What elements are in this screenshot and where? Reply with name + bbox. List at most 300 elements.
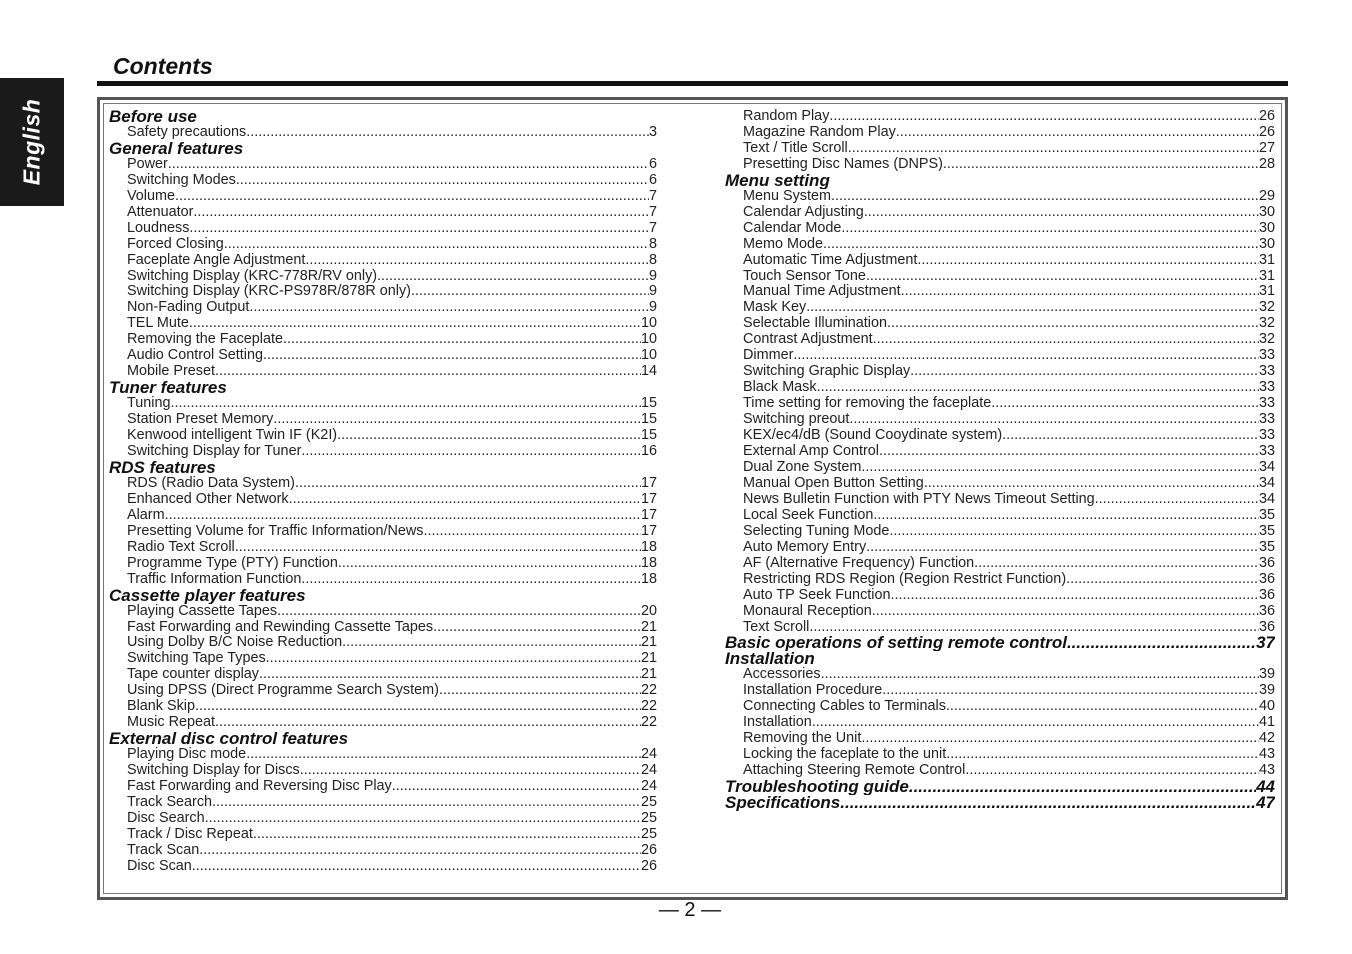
toc-entry-label: External Amp Control [743,444,879,460]
toc-entry-page: 33 [1258,412,1275,428]
toc-entry-label: Restricting RDS Region (Region Restrict Function) [743,571,1067,587]
toc-entry-label: Calendar Adjusting [743,204,864,220]
toc-entry-label: Manual Open Button Setting [743,475,924,491]
dot-leader [821,667,1259,683]
toc-entry-label: Mobile Preset [127,364,215,380]
toc-entry [109,859,657,875]
toc-entry [109,604,657,620]
toc-entry-page: 36 [1258,571,1275,587]
language-tab-label: English [18,98,45,186]
toc-entry-label: Automatic Time Adjustment [743,252,918,268]
toc-entry [109,572,657,588]
toc-entry-label: Auto Memory Entry [743,539,867,555]
toc-entry-page: 27 [1258,140,1275,156]
dot-leader [991,396,1259,412]
toc-entry-page: 36 [1258,555,1275,571]
toc-entry-label: Accessories [743,667,821,683]
toc-entry [109,683,657,699]
toc-entry [109,476,657,492]
toc-entry-page: 17 [640,491,657,507]
section-heading-label: Troubleshooting guide [725,779,909,795]
toc-entry-label: Contrast Adjustment [743,332,873,348]
toc-entry-label: Audio Control Setting [127,348,263,364]
toc-entry-page: 25 [640,826,657,842]
toc-entry-page: 16 [640,444,657,460]
section-heading [725,795,1275,811]
toc-entry-page: 24 [640,763,657,779]
dot-leader [283,332,641,348]
toc-entry [725,460,1275,476]
toc-entry [725,763,1275,779]
dot-leader [193,205,649,221]
toc-entry [109,237,657,253]
toc-entry-label: Radio Text Scroll [127,539,235,555]
toc-entry-page: 39 [1258,667,1275,683]
dot-leader [168,157,649,173]
toc-entry-page: 36 [1258,587,1275,603]
toc-entry-label: Dimmer [743,348,794,364]
toc-entry-page: 35 [1258,507,1275,523]
dot-leader [943,157,1259,173]
toc-entry [109,157,657,173]
toc-entry-page: 25 [640,794,657,810]
contents-frame [97,97,1288,900]
toc-entry-label: Touch Sensor Tone [743,268,866,284]
toc-entry-label: Switching Display (KRC-PS978R/878R only) [127,284,411,300]
toc-entry-label: TEL Mute [127,316,189,332]
toc-entry-page: 39 [1258,683,1275,699]
section-heading: Installation [725,651,815,668]
dot-leader [377,269,649,285]
section-heading: Tuner features [109,380,227,397]
dot-leader [840,795,1256,811]
dot-leader [246,125,649,141]
dot-leader [246,747,641,763]
dot-leader [872,604,1259,620]
dot-leader [439,683,641,699]
toc-entry [109,556,657,572]
dot-leader [861,731,1259,747]
dot-leader [170,396,641,412]
dot-leader [423,524,641,540]
dot-leader [338,556,641,572]
toc-entry-label: Using DPSS (Direct Programme Search System) [127,683,439,699]
toc-entry-label: Blank Skip [127,699,195,715]
toc-entry [725,205,1275,221]
toc-entry-label: Faceplate Angle Adjustment [127,252,306,268]
dot-leader [896,125,1259,141]
toc-entry-page: 30 [1258,220,1275,236]
toc-entry-page: 33 [1258,380,1275,396]
toc-entry [109,763,657,779]
toc-entry [109,396,657,412]
toc-entry [725,237,1275,253]
toc-entry-label: Fast Forwarding and Reversing Disc Play [127,779,392,795]
toc-entry-page: 17 [640,475,657,491]
toc-entry [725,715,1275,731]
toc-entry-page: 26 [640,858,657,874]
dot-leader [189,221,649,237]
dot-leader [253,827,641,843]
toc-entry-label: Switching Modes [127,172,236,188]
toc-entry [725,444,1275,460]
toc-entry [725,269,1275,285]
toc-entry [725,157,1275,173]
toc-entry-label: News Bulletin Function with PTY News Timeout Setting [743,491,1095,507]
toc-entry-label: Tuning [127,396,171,412]
toc-entry [725,667,1275,683]
toc-entry-page: 41 [1258,715,1275,731]
toc-entry [109,316,657,332]
toc-entry [109,412,657,428]
toc-entry-label: Mask Key [743,300,807,316]
toc-entry-label: Playing Disc mode [127,747,247,763]
toc-entry [109,253,657,269]
dot-leader [866,269,1259,285]
toc-entry-label: Manual Time Adjustment [743,284,901,300]
toc-entry-label: Attaching Steering Remote Control [743,763,966,779]
toc-entry-page: 35 [1258,539,1275,555]
toc-entry [725,380,1275,396]
toc-entry-page: 6 [648,172,657,188]
section-page-number: 37 [1256,635,1275,652]
toc-entry [109,284,657,300]
toc-entry-page: 32 [1258,332,1275,348]
toc-entry-page: 22 [640,699,657,715]
toc-entry-page: 43 [1258,763,1275,779]
dot-leader [189,316,641,332]
toc-entry-label: Time setting for removing the faceplate [743,396,992,412]
toc-entry-label: Loudness [127,220,190,236]
toc-entry [109,269,657,285]
toc-entry-page: 30 [1258,204,1275,220]
toc-entry-label: Non-Fading Output [127,300,250,316]
section-heading-label: Specifications [725,794,841,811]
toc-entry-label: RDS (Radio Data System) [127,475,295,491]
toc-entry-page: 8 [648,236,657,252]
toc-entry-page: 34 [1258,475,1275,491]
toc-entry-label: Switching Display for Tuner [127,444,302,460]
section-heading: General features [109,140,244,157]
dot-leader [809,620,1259,636]
toc-entry [725,699,1275,715]
page-number: — 2 — [658,899,722,921]
toc-entry-page: 15 [640,396,657,412]
dot-leader [289,492,641,508]
dot-leader [793,348,1259,364]
toc-entry-label: Removing the Unit [743,731,862,747]
toc-entry [725,364,1275,380]
dot-leader [305,253,649,269]
toc-entry [109,843,657,859]
toc-entry-label: Safety precautions [127,124,247,140]
toc-entry-label: Switching Display for Discs [127,763,300,779]
toc-entry [725,300,1275,316]
toc-entry-page: 32 [1258,300,1275,316]
toc-entry-label: Programme Type (PTY) Function [127,555,338,571]
dot-leader [887,316,1259,332]
dot-leader [882,683,1259,699]
toc-entry [725,683,1275,699]
dot-leader [866,540,1259,556]
toc-entry-label: Black Mask [743,380,817,396]
toc-entry [109,795,657,811]
toc-entry [109,635,657,651]
dot-leader [212,795,641,811]
dot-leader [861,460,1259,476]
toc-entry [725,284,1275,300]
dot-leader [205,811,641,827]
toc-entry-page: 34 [1258,459,1275,475]
dot-leader [812,715,1259,731]
toc-entry [725,572,1275,588]
toc-entry-label: Random Play [743,109,830,124]
toc-entry-label: Selecting Tuning Mode [743,523,890,539]
toc-entry [109,508,657,524]
toc-entry-label: Locking the faceplate to the unit [743,747,947,763]
dot-leader [1067,635,1256,651]
toc-entry-page: 33 [1258,428,1275,444]
toc-entry-page: 22 [640,683,657,699]
toc-entry-label: AF (Alternative Frequency) Function [743,555,975,571]
toc-entry-page: 7 [648,204,657,220]
toc-entry [725,604,1275,620]
toc-entry-page: 43 [1258,747,1275,763]
toc-entry-page: 31 [1258,284,1275,300]
toc-entry [109,620,657,636]
dot-leader [879,444,1259,460]
dot-leader [917,253,1259,269]
dot-leader [259,667,641,683]
toc-entry [109,651,657,667]
toc-entry [109,827,657,843]
toc-entry-label: Forced Closing [127,236,224,252]
dot-leader [889,524,1259,540]
dot-leader [301,444,641,460]
toc-entry-label: Playing Cassette Tapes [127,603,278,619]
section-page-number: 44 [1256,779,1275,795]
toc-entry-page: 26 [1258,109,1275,124]
section-heading: Cassette player features [109,587,306,604]
toc-entry-page: 33 [1258,348,1275,364]
toc-entry-label: Switching Display (KRC-778R/RV only) [127,268,378,284]
dot-leader [175,189,649,205]
toc-entry-label: Auto TP Seek Function [743,587,891,603]
toc-entry [109,189,657,205]
toc-entry [725,747,1275,763]
dot-leader [849,412,1259,428]
toc-entry [725,508,1275,524]
dot-leader [199,843,641,859]
toc-entry-page: 10 [640,316,657,332]
toc-entry-label: Disc Scan [127,858,192,874]
toc-entry-label: Switching Tape Types [127,651,266,667]
toc-entry-page: 10 [640,332,657,348]
dot-leader [873,508,1259,524]
toc-entry [725,731,1275,747]
dot-leader [236,173,649,189]
toc-entry-page: 33 [1258,444,1275,460]
toc-entry [109,524,657,540]
toc-entry [109,540,657,556]
toc-entry [725,620,1275,636]
dot-leader [946,699,1259,715]
dot-leader [266,651,641,667]
section-heading: External disc control features [109,731,349,748]
dot-leader [1095,492,1259,508]
toc-entry-page: 33 [1258,396,1275,412]
toc-entry-page: 6 [648,156,657,172]
dot-leader [829,109,1259,125]
dot-leader [411,284,649,300]
toc-entry-page: 25 [640,810,657,826]
toc-entry-label: Attenuator [127,204,194,220]
dot-leader [909,779,1256,795]
toc-entry-page: 36 [1258,619,1275,635]
toc-entry [109,428,657,444]
section-heading: Before use [109,109,197,125]
toc-entry-label: Fast Forwarding and Rewinding Cassette Tapes [127,619,434,635]
toc-entry-label: Volume [127,188,175,204]
dot-leader [300,763,641,779]
toc-entry-page: 18 [640,555,657,571]
toc-entry-page: 17 [640,507,657,523]
toc-entry [725,189,1275,205]
dot-leader [1066,572,1259,588]
toc-entry-page: 21 [640,635,657,651]
toc-entry-page: 15 [640,428,657,444]
toc-entry [109,747,657,763]
dot-leader [195,699,641,715]
toc-entry [109,699,657,715]
toc-entry-page: 36 [1258,603,1275,619]
toc-entry-page: 7 [648,188,657,204]
toc-entry-page: 34 [1258,491,1275,507]
dot-leader [263,348,641,364]
toc-entry-label: Installation [743,715,812,731]
dot-leader [165,508,641,524]
dot-leader [433,620,641,636]
section-heading [725,635,1275,651]
toc-entry-label: Magazine Random Play [743,124,896,140]
toc-entry [725,396,1275,412]
toc-entry [725,253,1275,269]
toc-entry-page: 21 [640,619,657,635]
dot-leader [924,476,1259,492]
toc-entry-page: 29 [1258,188,1275,204]
toc-entry-label: Alarm [127,507,165,523]
toc-entry [109,125,657,141]
toc-entry-label: Track Search [127,794,213,810]
toc-entry [109,364,657,380]
toc-entry-label: Selectable Illumination [743,316,887,332]
toc-entry-page: 24 [640,779,657,795]
toc-entry-label: Tape counter display [127,667,259,683]
toc-entry-label: Presetting Volume for Traffic Information/News [127,523,424,539]
toc-entry [725,348,1275,364]
toc-entry-label: Presetting Disc Names (DNPS) [743,156,943,172]
toc-entry-label: Track / Disc Repeat [127,826,253,842]
toc-entry [725,540,1275,556]
title-rule [97,81,1288,86]
toc-entry-page: 26 [1258,124,1275,140]
dot-leader [864,205,1259,221]
toc-entry-label: Dual Zone System [743,459,862,475]
toc-entry [725,412,1275,428]
dot-leader [890,588,1259,604]
section-heading-label: Basic operations of setting remote control [725,635,1067,652]
dot-leader [215,364,641,380]
dot-leader [192,859,641,875]
dot-leader [249,300,649,316]
dot-leader [1002,428,1259,444]
toc-entry [109,205,657,221]
toc-entry-page: 9 [648,284,657,300]
toc-entry-label: Text Scroll [743,619,810,635]
toc-entry-label: Installation Procedure [743,683,883,699]
toc-entry-page: 18 [640,571,657,587]
toc-entry [725,476,1275,492]
toc-entry-page: 40 [1258,699,1275,715]
toc-entry-page: 15 [640,412,657,428]
toc-entry-label: Text / Title Scroll [743,140,848,156]
toc-entry-label: Using Dolby B/C Noise Reduction [127,635,343,651]
toc-entry-label: Switching preout [743,412,850,428]
toc-entry-page: 30 [1258,236,1275,252]
toc-entry [109,173,657,189]
toc-entry [725,109,1275,125]
toc-entry [109,667,657,683]
toc-entry-label: Track Scan [127,842,200,858]
dot-leader [301,572,641,588]
toc-entry [109,332,657,348]
toc-entry [109,348,657,364]
toc-entry-label: Enhanced Other Network [127,491,289,507]
dot-leader [817,380,1259,396]
toc-entry [109,221,657,237]
toc-entry [725,556,1275,572]
toc-entry-page: 21 [640,667,657,683]
dot-leader [910,364,1259,380]
toc-entry-page: 24 [640,747,657,763]
toc-entry-page: 33 [1258,364,1275,380]
toc-entry-page: 8 [648,252,657,268]
toc-entry [725,492,1275,508]
dot-leader [873,332,1259,348]
toc-entry-page: 28 [1258,156,1275,172]
section-heading [725,779,1275,795]
dot-leader [946,747,1259,763]
toc-entry-page: 7 [648,220,657,236]
toc-entry [109,444,657,460]
toc-entry-page: 9 [648,268,657,284]
toc-entry [109,811,657,827]
section-page-number: 47 [1256,794,1275,811]
toc-entry-label: Calendar Mode [743,220,842,236]
page-title: Contents [113,53,213,79]
toc-entry-label: Connecting Cables to Terminals [743,699,946,715]
dot-leader [224,237,649,253]
toc-entry [725,141,1275,157]
toc-entry-page: 26 [640,842,657,858]
toc-entry-page: 18 [640,539,657,555]
toc-entry [725,125,1275,141]
toc-entry-label: Station Preset Memory [127,412,274,428]
toc-entry-page: 42 [1258,731,1275,747]
toc-entry-page: 35 [1258,523,1275,539]
dot-leader [965,763,1259,779]
language-tab [0,78,64,206]
